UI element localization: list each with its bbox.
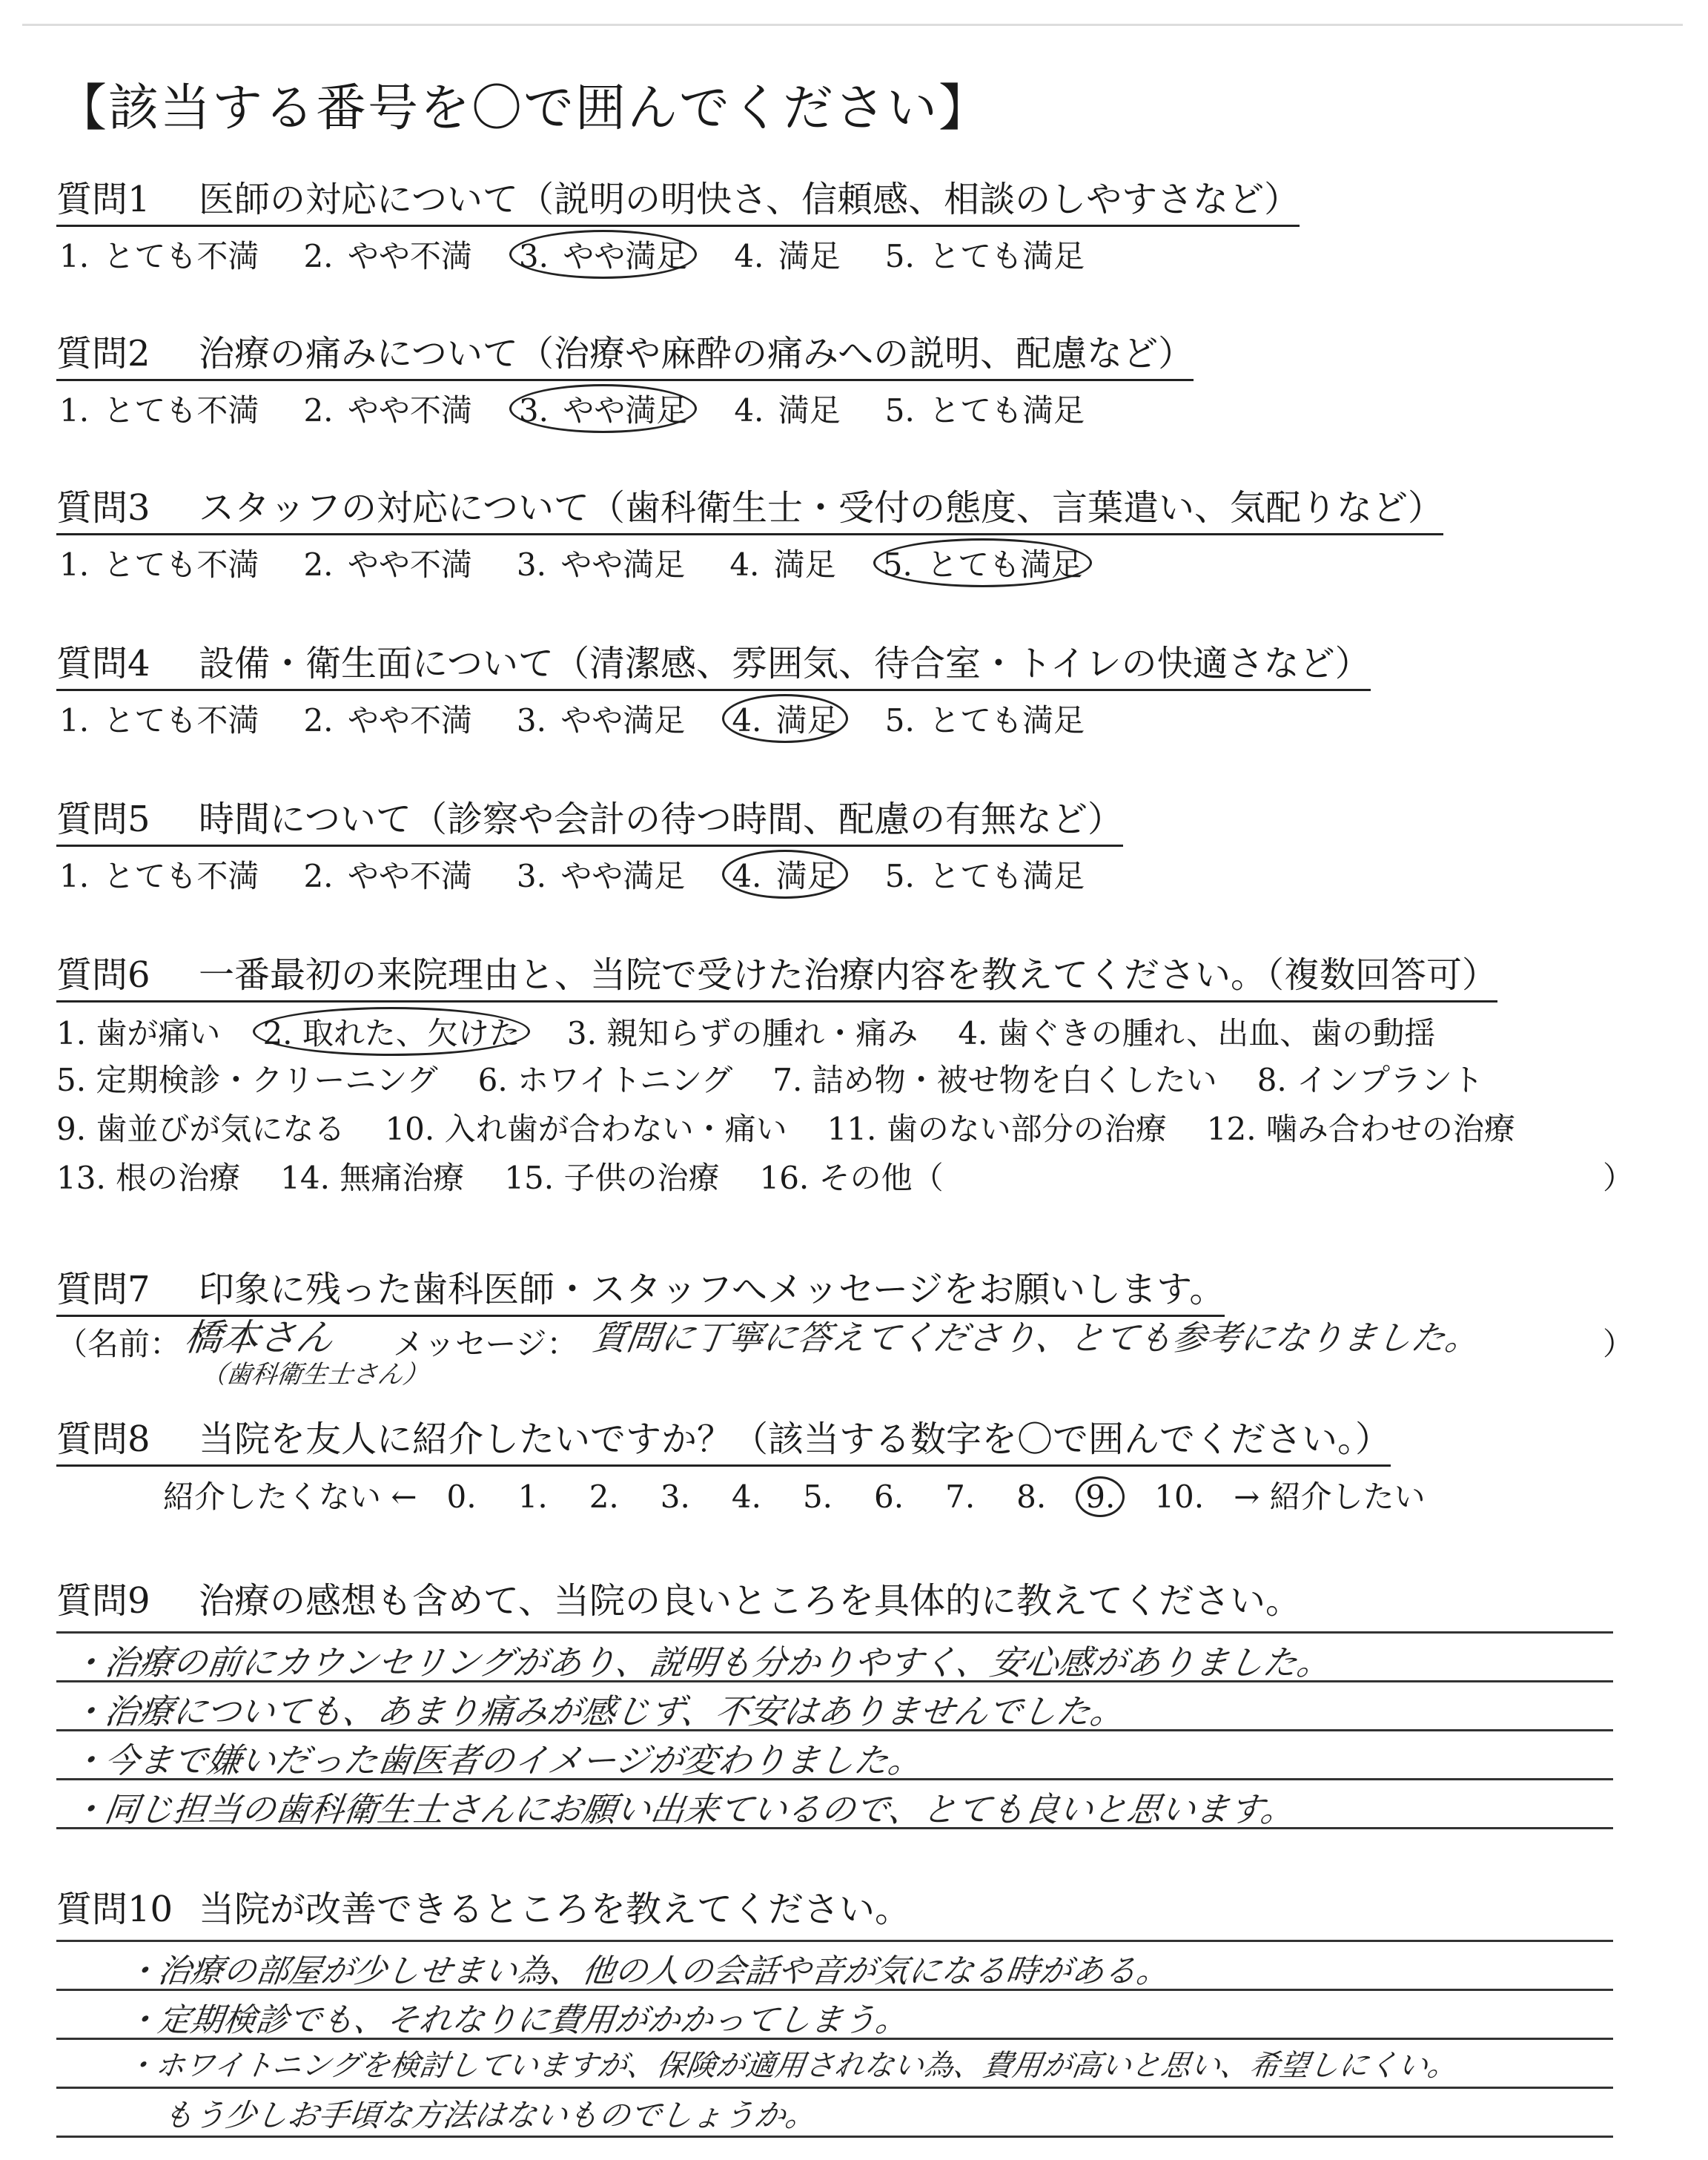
option[interactable]: 1. とても不満	[59, 702, 259, 739]
answer-line	[56, 1940, 1613, 1942]
q10-answer-2[interactable]: ・定期検診でも、それなりに費用がかかってしまう。	[122, 2001, 911, 2039]
option[interactable]: 5. とても満足	[884, 858, 1085, 894]
name-sub-value: （歯科衛生士さん）	[199, 1360, 431, 1390]
question-label: 質問3	[56, 487, 150, 529]
option-selected[interactable]: 4. 満足	[722, 694, 847, 743]
answer-line	[56, 1989, 1613, 1991]
nps-option[interactable]: 7.	[945, 1479, 976, 1515]
option[interactable]: 3. やや満足	[516, 702, 686, 739]
question-10	[56, 1880, 910, 1932]
nps-option[interactable]: 3.	[660, 1479, 690, 1515]
name-value[interactable]: 橋本さん	[182, 1316, 337, 1359]
answer-line	[56, 2136, 1613, 2138]
question-label: 質問9	[56, 1580, 150, 1622]
option[interactable]: 4. 満足	[734, 392, 841, 429]
question-text: 当院を友人に紹介したいですか？（該当する数字を〇で囲んでください。）	[199, 1418, 1391, 1460]
question-text: 医師の対応について（説明の明快さ、信頼感、相談のしやすさなど）	[199, 179, 1300, 220]
option[interactable]: 9. 歯並びが気になる	[56, 1111, 345, 1147]
page-title: 【該当する番号を〇で囲んでください】	[56, 79, 991, 138]
question-text: 当院が改善できるところを教えてください。	[199, 1889, 911, 1930]
q9-answer-2[interactable]: ・治療についても、あまり痛みが感じず、不安はありませんでした。	[67, 1691, 1128, 1731]
option-selected[interactable]: 4. 満足	[722, 850, 847, 899]
question-2	[56, 325, 1194, 376]
answer-line	[56, 1729, 1613, 1731]
answer-line	[56, 2038, 1613, 2040]
question-3	[56, 479, 1443, 530]
option[interactable]: 16. その他（	[759, 1160, 944, 1196]
option[interactable]: 5. とても満足	[884, 392, 1085, 429]
question-text: 時間について（診察や会計の待つ時間、配慮の有無など）	[199, 799, 1124, 840]
nps-option[interactable]: 5.	[802, 1479, 833, 1515]
option[interactable]: 1. とても不満	[59, 238, 259, 274]
question-3-options	[59, 538, 1129, 587]
question-5-options	[59, 850, 1129, 899]
question-1	[56, 171, 1300, 222]
nps-left-label: 紹介したくない ←	[163, 1479, 417, 1515]
question-9	[56, 1572, 1301, 1623]
option[interactable]: 5. とても満足	[884, 238, 1085, 274]
option[interactable]: 2. やや不満	[303, 546, 472, 583]
question-7	[56, 1261, 1225, 1312]
option[interactable]: 12. 噛み合わせの治療	[1206, 1111, 1515, 1147]
option[interactable]: 4. 満足	[734, 238, 841, 274]
question-text: 設備・衛生面について（清潔感、雰囲気、待合室・トイレの快適さなど）	[199, 643, 1371, 684]
option[interactable]: 4. 満足	[729, 546, 836, 583]
option[interactable]: 2. やや不満	[303, 702, 472, 739]
answer-line	[56, 1827, 1613, 1829]
option[interactable]: 1. とても不満	[59, 546, 259, 583]
q10-answer-1[interactable]: ・治療の部屋が少しせまい為、他の人の会話や音が気になる時がある。	[122, 1952, 1172, 1990]
question-8	[56, 1410, 1391, 1462]
nps-option[interactable]: 10.	[1154, 1479, 1205, 1515]
option[interactable]: 5. とても満足	[884, 702, 1085, 739]
message-value[interactable]: 質問に丁寧に答えてくださり、とても参考になりました。	[589, 1318, 1483, 1358]
question-text: 一番最初の来院理由と、当院で受けた治療内容を教えてください。（複数回答可）	[199, 954, 1498, 996]
answer-line	[56, 1680, 1613, 1682]
option[interactable]: 7. 詰め物・被せ物を白くしたい	[772, 1062, 1217, 1098]
top-divider	[22, 24, 1683, 26]
answer-line	[56, 1778, 1613, 1780]
option[interactable]: 1. とても不満	[59, 392, 259, 429]
option[interactable]: 4. 歯ぐきの腫れ、出血、歯の動揺	[958, 1015, 1436, 1051]
nps-option[interactable]: 1.	[517, 1479, 548, 1515]
option-selected[interactable]: 3. やや満足	[509, 384, 697, 433]
nps-right-label: → 紹介したい	[1234, 1479, 1426, 1515]
q10-answer-4[interactable]: もう少しお手頃な方法はないものでしょうか。	[160, 2097, 820, 2133]
nps-option[interactable]: 8.	[1016, 1479, 1047, 1515]
question-text: スタッフの対応について（歯科衛生士・受付の態度、言葉遣い、気配りなど）	[199, 487, 1444, 529]
option[interactable]: 6. ホワイトニング	[477, 1062, 733, 1098]
nps-scale	[163, 1473, 1426, 1517]
question-label: 質問5	[56, 799, 150, 840]
option[interactable]: 15. 子供の治療	[504, 1160, 720, 1196]
message-label: メッセージ：	[393, 1326, 578, 1362]
option[interactable]: 5. 定期検診・クリーニング	[56, 1062, 438, 1098]
option[interactable]: 1. とても不満	[59, 858, 259, 894]
question-label: 質問10	[56, 1889, 173, 1930]
option[interactable]: 2. やや不満	[303, 858, 472, 894]
question-6-row-2	[56, 1056, 1523, 1100]
option[interactable]: 8. インプラント	[1257, 1062, 1484, 1098]
question-1-options	[59, 230, 1129, 279]
nps-option[interactable]: 0.	[446, 1479, 477, 1515]
question-2-options	[59, 384, 1129, 433]
nps-option-selected[interactable]: 9.	[1076, 1476, 1125, 1517]
option[interactable]: 3. やや満足	[516, 858, 686, 894]
option[interactable]: 3. 親知らずの腫れ・痛み	[566, 1015, 918, 1051]
q10-answer-3[interactable]: ・ホワイトニングを検討していますが、保険が適用されない為、費用が高いと思い、希望しにくい。	[123, 2049, 1460, 2083]
option-selected[interactable]: 3. やや満足	[509, 230, 697, 279]
question-6-row-1	[56, 1007, 1475, 1056]
option[interactable]: 10. 入れ歯が合わない・痛い	[385, 1111, 787, 1147]
question-text: 印象に残った歯科医師・スタッフへメッセージをお願いします。	[199, 1269, 1225, 1310]
question-label: 質問1	[56, 179, 150, 220]
question-6-row-3	[56, 1105, 1555, 1149]
question-4	[56, 635, 1371, 686]
message-close-paren: ）	[1603, 1326, 1635, 1362]
nps-option[interactable]: 2.	[589, 1479, 619, 1515]
other-close-paren: ）	[1603, 1160, 1635, 1196]
option[interactable]: 1. 歯が痛い	[56, 1015, 221, 1051]
nps-option[interactable]: 4.	[731, 1479, 761, 1515]
option[interactable]: 3. やや満足	[516, 546, 686, 583]
option[interactable]: 14. 無痛治療	[280, 1160, 465, 1196]
answer-line	[56, 1631, 1613, 1634]
question-6	[56, 946, 1497, 997]
question-text: 治療の痛みについて（治療や麻酔の痛みへの説明、配慮など）	[199, 333, 1194, 374]
question-5	[56, 790, 1123, 842]
q9-answer-4[interactable]: ・同じ担当の歯科衛生士さんにお願い出来ているので、とても良いと思います。	[67, 1789, 1298, 1829]
name-label: （名前：	[56, 1326, 182, 1362]
q9-answer-1[interactable]: ・治療の前にカウンセリングがあり、説明も分かりやすく、安心感がありました。	[67, 1642, 1334, 1682]
question-label: 質問4	[56, 643, 150, 684]
option-selected[interactable]: 5. とても満足	[873, 538, 1092, 587]
question-label: 質問6	[56, 954, 150, 996]
question-6-row-4	[56, 1154, 984, 1198]
answer-line	[56, 2087, 1613, 2089]
nps-option[interactable]: 6.	[874, 1479, 904, 1515]
option[interactable]: 11. 歯のない部分の治療	[827, 1111, 1167, 1147]
option[interactable]: 13. 根の治療	[56, 1160, 241, 1196]
question-label: 質問2	[56, 333, 150, 374]
question-text: 治療の感想も含めて、当院の良いところを具体的に教えてください。	[199, 1580, 1302, 1622]
q9-answer-3[interactable]: ・今まで嫌いだった歯医者のイメージが変わりました。	[67, 1740, 925, 1780]
option[interactable]: 2. やや不満	[303, 238, 472, 274]
question-label: 質問7	[56, 1269, 150, 1310]
option-selected[interactable]: 2. 取れた、欠けた	[253, 1007, 529, 1056]
question-4-options	[59, 694, 1129, 743]
option[interactable]: 2. やや不満	[303, 392, 472, 429]
question-label: 質問8	[56, 1418, 150, 1460]
